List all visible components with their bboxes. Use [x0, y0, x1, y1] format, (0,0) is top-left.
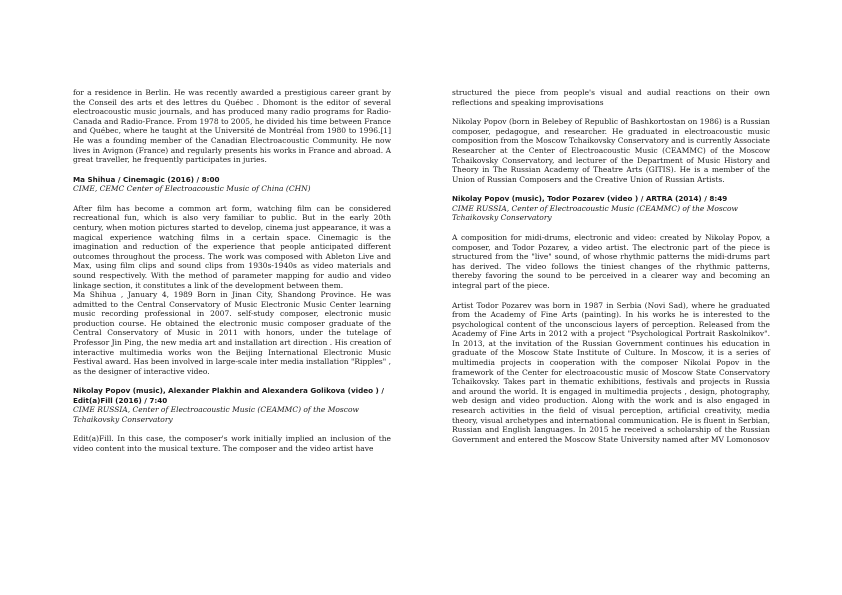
institution-artra: CIME RUSSIA, Center of Electroacoustic Music (CEAMMC) of the Moscow Tchaikovsky Conservatory [452, 203, 738, 223]
artra-description: A composition for midi-drums, electronic and video: created by Nikolay Popov, a composer, and Todor Pozarev, a video artist. The electronic part of the piece is structured from the "live" sound, of whose rhythmic patterns the midi-drums part has derived. The video follows the tiniest changes of the rhythmic patterns, thereby favoring the sound to be perceived in a clearer way and becoming an integral part of the piece. [452, 232, 770, 290]
work-heading-cinemagic: Ma Shihua / Cinemagic (2016) / 8:00 [73, 174, 220, 184]
dhomont-bio-continued: for a residence in Berlin. He was recently awarded a prestigious career grant by the Conseil des arts et des lettres du Québec . Dhomont is the editor of several electroacoustic music journals, and has produced many radio programs for Radio-Canada and Radio-France. From 1978 to 2005, he divided his time between France and Québec, where he taught at the Université de Montréal from 1980 to 1996.[1] He was a founding member of the Canadian Electroacoustic Community. He now lives in Avignon (France) and regularly presents his works in France and abroad. A great traveller, he frequently participates in juries. [73, 88, 391, 165]
ma-shihua-bio: Ma Shihua , January 4, 1989 Born in Jinan City, Shandong Province. He was admitted to the Central Conservatory of Music Electronic Music Center learning music recording professional in 2007. self-study composer, electronic music production course. He obtained the electronic music composer graduate of the Central Conservatory of Music in 2011 with honors, under the tutelage of Professor Jin Ping, the new media art and installation art direction . His creation of interactive multimedia works won the Beijing International Electronic Music Festival award. Has been involved in large-scale inter media installation "Ripples" , as the designer of interactive video. [73, 290, 391, 376]
popov-bio: Nikolay Popov (born in Belebey of Republic of Bashkortostan on 1986) is a Russian composer, pedagogue, and researcher. He graduated in electroacoustic music composition from the Moscow Tchaikovsky Conservatory and is currently Associate Researcher at the Center of Electroacoustic Music (CEAMMC) of the Moscow Tchaikovsky Conservatory, and lecturer of the Department of Music History and Theory in The Russian Academy of Theatre Arts (GITIS). He is a member of the Union of Russian Composers and the Creative Union of Russian Artists. [452, 117, 770, 184]
left-column [73, 88, 391, 454]
cinemagic-description: After film has become a common art form, watching film can be considered recreational fun, which is also very familiar to public. But in the early 20th century, when motion pictures started to develop, cinema just appearance, it was a magical experience watching films in a certain space. Cinemagic is the imagination and reduction of the experience that people anticipated different outcomes throughout the process. The work was composed with Ableton Live and Max, using film clips and sound clips from 1930s-1940s as video materials and sound respectively. With the method of parameter mapping for audio and video linkage section, it constitutes a link of the development between them. [73, 203, 391, 290]
pozarev-bio: Artist Todor Pozarev was born in 1987 in Serbia (Novi Sad), where he graduated from the Academy of Fine Arts (painting). In his works he is interested to the psychological content of the unconscious layers of perception. Released from the Academy of Fine Arts in 2012 with a project "Psychological Portrait Raskolnikov". In 2013, at the invitation of the Russian Government continues his education in graduate of the Moscow State Institute of Culture. In Moscow, it is a series of multimedia projects in cooperation with the composer Nikolai Popov in the framework of the Center for electroacoustic music of Moscow State Conservatory Tchaikovsky. Takes part in thematic exhibitions, festivals and projects in Russia and around the world. It is engaged in multimedia projects , design, photography, web design and video production. Along with the work and is also engaged in research activities in the field of visual perception, artificial creativity, media theory, visual archetypes and international communication. He is fluent in Serbian, Russian and English languages. In 2015 he received a scholarship of the Russian Government and entered the Moscow State University named after MV Lomonosov [452, 300, 770, 444]
work-heading-artra: Nikolay Popov (music), Todor Pozarev (video ) / ARTRA (2014) / 8:49 [452, 194, 728, 204]
editfill-description: Edit(a)Fill. In this case, the composer's work initially implied an inclusion of the video content into the musical texture. The composer and the video artist have [73, 434, 391, 454]
work-heading-editfill-line1: Nikolay Popov (music), Alexander Plakhin and Alexandera Golikova (video ) / [73, 386, 384, 396]
institution-editfill: CIME RUSSIA, Center of Electroacoustic Music (CEAMMC) of the Moscow Tchaikovsky Conservatory [73, 405, 359, 424]
institution-cinemagic: CIME, CEMC Center of Electroacoustic Music of China (CHN) [73, 184, 311, 194]
right-column [452, 88, 770, 444]
editfill-description-continued: structured the piece from people's visual and audial reactions on their own reflections and speaking improvisations [452, 88, 770, 107]
work-heading-editfill-line2: Edit(a)Fill (2016) / 7:40 [73, 395, 168, 405]
